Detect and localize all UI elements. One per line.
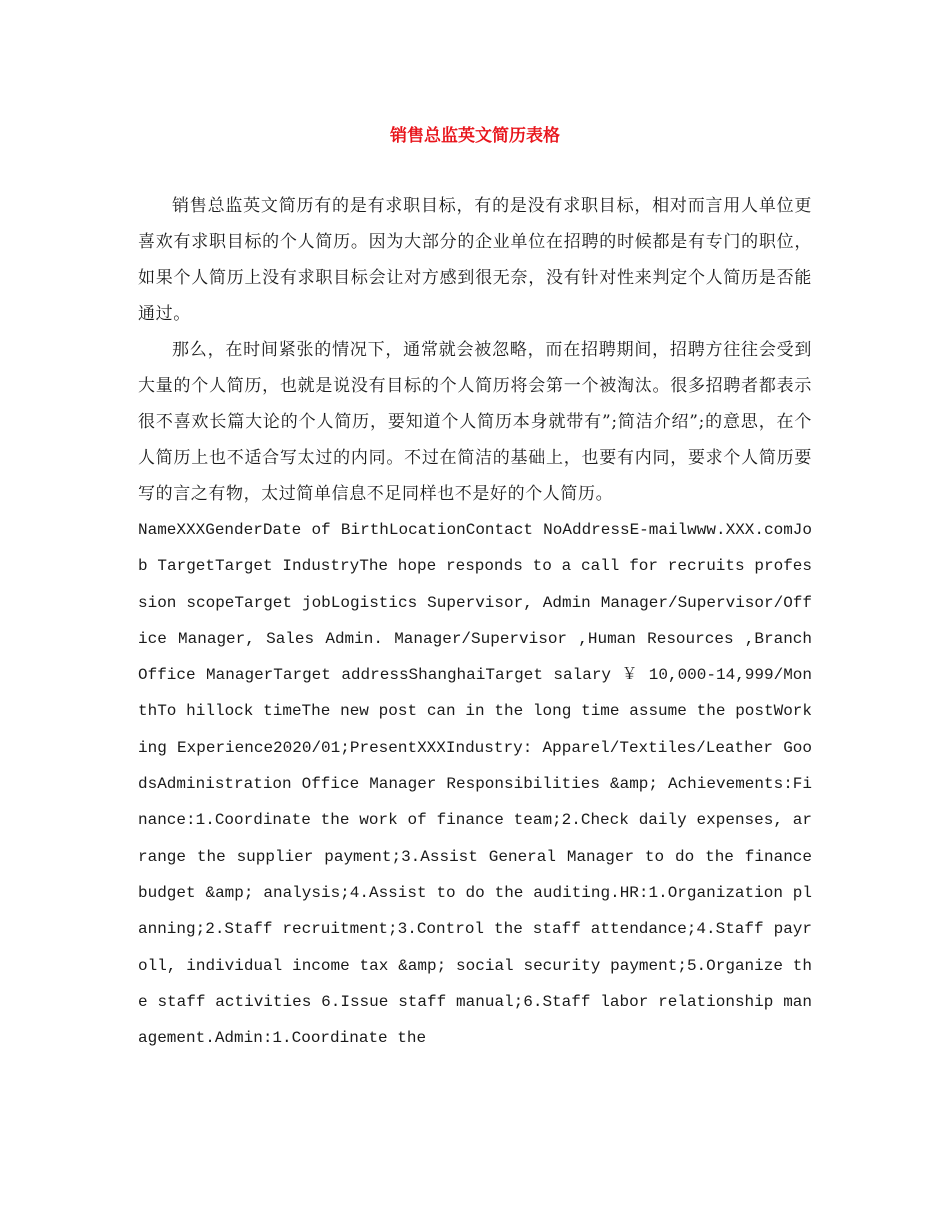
intro-paragraph: 销售总监英文简历有的是有求职目标，有的是没有求职目标，相对而言用人单位更喜欢有求职目标的个人简历。因为大部分的企业单位在招聘的时候都是有专门的职位，如果个人简历上没有求职目标会让对方感到很无奈，没有针对性来判定个人简历是否能通过。 xyxy=(138,196,812,324)
advice-paragraph: 那么，在时间紧张的情况下，通常就会被忽略，而在招聘期间，招聘方往往会受到大量的个人简历，也就是说没有目标的个人简历将会第一个被淘汰。很多招聘者都表示很不喜欢长篇大论的个人简历，要知道个人简历本身就带有”;简洁介绍”;的意思，在个人简历上也不适合写太过的内同。不过在简洁的基础上，也要有内同，要求个人简历要写的言之有物，太过简单信息不足同样也不是好的个人简历。 xyxy=(138,340,812,504)
document-title: 销售总监英文简历表格 xyxy=(390,126,560,146)
document-body xyxy=(138,188,812,1056)
resume-english-body: NameXXXGenderDate of BirthLocationContact NoAddressE-mailwww.XXX.comJob TargetTarget IndustryThe hope responds to a call for recruits profession scopeTarget jobLogistics Supervisor, Admin Manager/Supervisor/Office Manager, Sales Admin. Manager/Supervisor ,Human Resources ,Branch Office ManagerTarget addressShanghaiTarget salary ￥ 10,000-14,999/MonthTo hillock timeThe new post can in the long time assume the postWorking Experience2020/01;PresentXXXIndustry: Apparel/Textiles/Leather GoodsAdministration Office Manager Responsibilities &amp; Achievements:Finance:1.Coordinate the work of finance team;2.Check daily expenses, arrange the supplier payment;3.Assist General Manager to do the finance budget &amp; analysis;4.Assist to do the auditing.HR:1.Organization planning;2.Staff recruitment;3.Control the staff attendance;4.Staff payroll, individual income tax &amp; social security payment;5.Organize the staff activities 6.Issue staff manual;6.Staff labor relationship management.Admin:1.Coordinate the xyxy=(138,521,813,1048)
